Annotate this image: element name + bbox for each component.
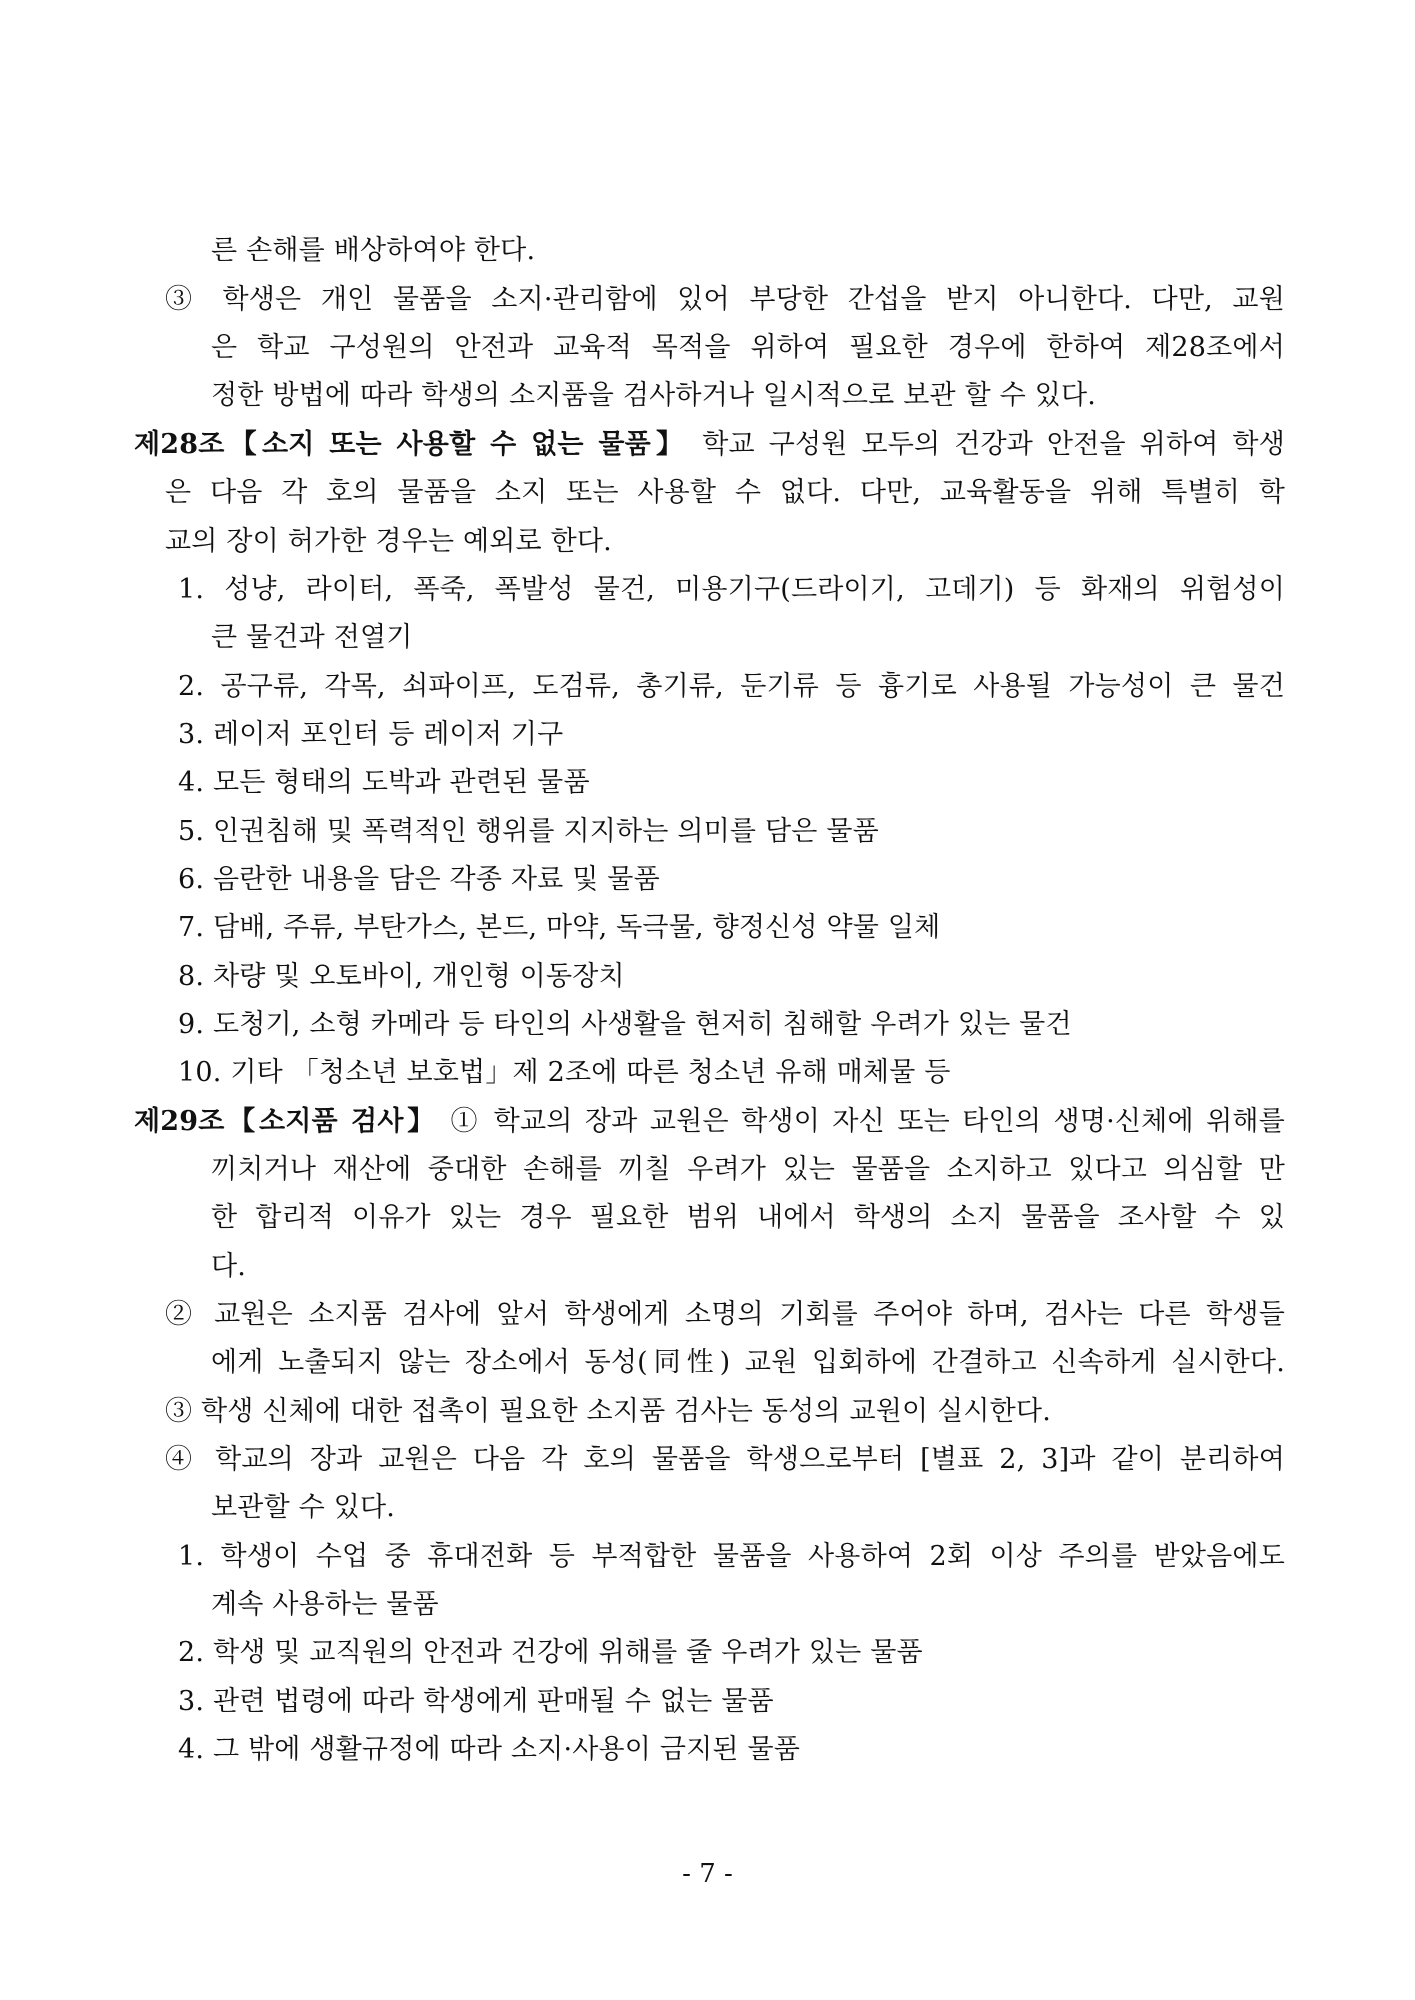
- article-29-first-line: [134, 1105, 1285, 1139]
- text-line: ② 교원은 소지품 검사에 앞서 학생에게 소명의 기회를 주어야 하며, 검사는 다른 학생들: [165, 1299, 1285, 1330]
- article-28-first-line: [134, 428, 1285, 462]
- text-line: ③ 학생 신체에 대한 접촉이 필요한 소지품 검사는 동성의 교원이 실시한다.: [165, 1396, 1051, 1427]
- list-item: 3. 관련 법령에 따라 학생에게 판매될 수 없는 물품: [178, 1686, 774, 1717]
- list-item: 3. 레이저 포인터 등 레이저 기구: [178, 719, 564, 750]
- article-28-text: 학교 구성원 모두의 건강과 안전을 위하여 학생: [702, 429, 1285, 460]
- list-item-continuation: 계속 사용하는 물품: [211, 1589, 439, 1620]
- text-line: 은 학교 구성원의 안전과 교육적 목적을 위하여 필요한 경우에 한하여 제28조에서: [211, 332, 1285, 363]
- list-item-continuation: 큰 물건과 전열기: [211, 622, 413, 653]
- list-item: 8. 차량 및 오토바이, 개인형 이동장치: [178, 961, 625, 992]
- text-line: 른 손해를 배상하여야 한다.: [211, 235, 536, 266]
- text-line: ③ 학생은 개인 물품을 소지·관리함에 있어 부당한 간섭을 받지 아니한다. 다만, 교원: [165, 284, 1285, 315]
- article-28-heading: 제28조【소지 또는 사용할 수 없는 물품】: [134, 429, 689, 460]
- text-line: 은 다음 각 호의 물품을 소지 또는 사용할 수 없다. 다만, 교육활동을 위해 특별히 학: [165, 477, 1285, 508]
- text-line: 보관할 수 있다.: [211, 1492, 396, 1523]
- list-item: 10. 기타 「청소년 보호법」제 2조에 따른 청소년 유해 매체물 등: [178, 1057, 951, 1088]
- page-number: - 7 -: [682, 1859, 733, 1889]
- text-line: 정한 방법에 따라 학생의 소지품을 검사하거나 일시적으로 보관 할 수 있다.: [211, 380, 1097, 411]
- list-item: 5. 인권침해 및 폭력적인 행위를 지지하는 의미를 담은 물품: [178, 816, 879, 847]
- list-item: 4. 그 밖에 생활규정에 따라 소지·사용이 금지된 물품: [178, 1734, 801, 1765]
- list-item: 6. 음란한 내용을 담은 각종 자료 및 물품: [178, 864, 660, 895]
- article-29-heading: 제29조【소지품 검사】: [134, 1106, 439, 1137]
- list-item: 7. 담배, 주류, 부탄가스, 본드, 마약, 독극물, 향정신성 약물 일체: [178, 912, 941, 943]
- list-item: 1. 성냥, 라이터, 폭죽, 폭발성 물건, 미용기구(드라이기, 고데기) 등 화재의 위험성이: [178, 574, 1285, 605]
- text-line: 에게 노출되지 않는 장소에서 동성(同性) 교원 입회하에 간결하고 신속하게 실시한다.: [211, 1347, 1285, 1378]
- text-line: ④ 학교의 장과 교원은 다음 각 호의 물품을 학생으로부터 [별표 2, 3]과 같이 분리하여: [165, 1444, 1285, 1475]
- list-item: 2. 학생 및 교직원의 안전과 건강에 위해를 줄 우려가 있는 물품: [178, 1637, 923, 1668]
- article-29-text: ① 학교의 장과 교원은 학생이 자신 또는 타인의 생명·신체에 위해를: [450, 1106, 1285, 1137]
- text-line: 끼치거나 재산에 중대한 손해를 끼칠 우려가 있는 물품을 소지하고 있다고 의심할 만: [211, 1154, 1285, 1185]
- text-line: 다.: [211, 1251, 247, 1282]
- list-item: 1. 학생이 수업 중 휴대전화 등 부적합한 물품을 사용하여 2회 이상 주의를 받았음에도: [178, 1541, 1285, 1572]
- list-item: 4. 모든 형태의 도박과 관련된 물품: [178, 767, 590, 798]
- text-line: 한 합리적 이유가 있는 경우 필요한 범위 내에서 학생의 소지 물품을 조사할 수 있: [211, 1202, 1285, 1233]
- text-line: 교의 장이 허가한 경우는 예외로 한다.: [165, 526, 612, 557]
- list-item: 9. 도청기, 소형 카메라 등 타인의 사생활을 현저히 침해할 우려가 있는 물건: [178, 1009, 1072, 1040]
- list-item: 2. 공구류, 각목, 쇠파이프, 도검류, 총기류, 둔기류 등 흉기로 사용될 가능성이 큰 물건: [178, 671, 1285, 702]
